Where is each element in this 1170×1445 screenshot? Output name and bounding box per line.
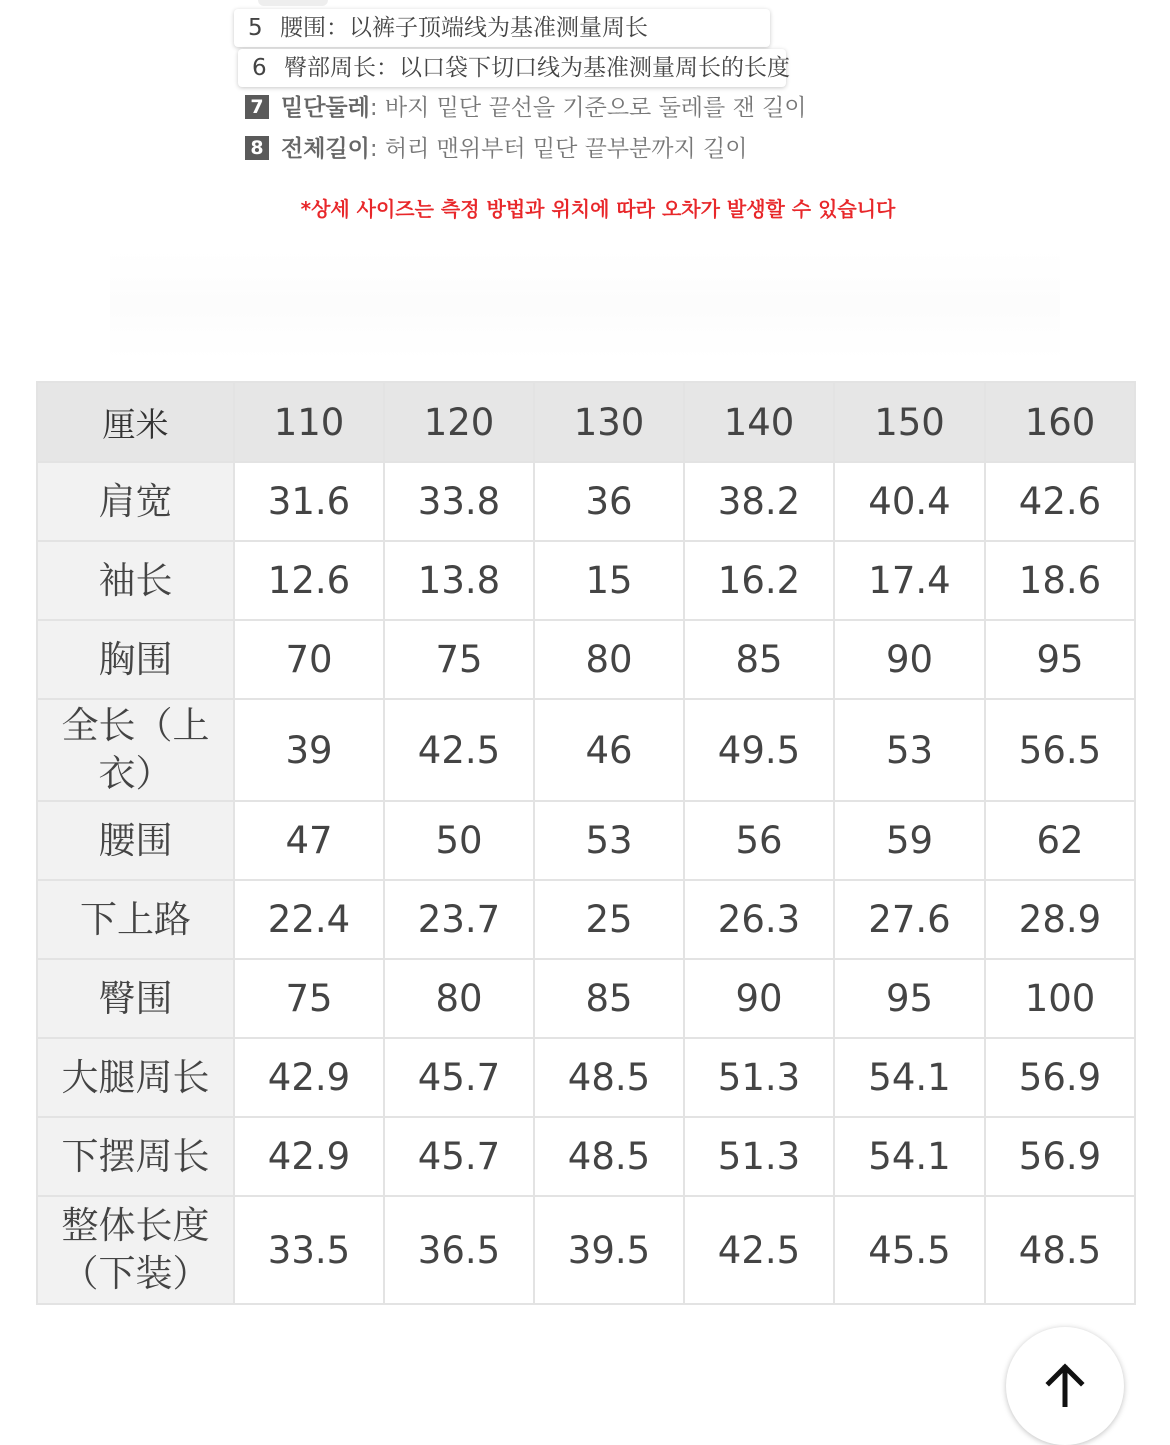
table-cell: 46 <box>534 699 684 801</box>
size-column-header: 120 <box>384 382 534 462</box>
note-text: : 허리 맨위부터 밑단 끝부분까지 길이 <box>369 136 748 162</box>
table-cell: 54.1 <box>834 1117 985 1196</box>
table-cell: 51.3 <box>684 1117 834 1196</box>
table-cell: 15 <box>534 541 684 620</box>
table-cell: 48.5 <box>534 1038 684 1117</box>
note-number-badge: 7 <box>245 95 269 119</box>
table-cell: 45.7 <box>384 1038 534 1117</box>
table-cell: 42.9 <box>234 1038 384 1117</box>
size-chart-table <box>36 381 1136 1305</box>
table-cell: 56 <box>684 801 834 880</box>
table-cell: 95 <box>985 620 1135 699</box>
note-number: 6 <box>252 55 267 81</box>
note-text: 臀部周长：以口袋下切口线为基准测量周长的长度 <box>283 55 790 81</box>
table-cell: 54.1 <box>834 1038 985 1117</box>
table-cell: 90 <box>834 620 985 699</box>
table-cell: 80 <box>384 959 534 1038</box>
unit-label: 厘米 <box>37 382 234 462</box>
table-cell: 26.3 <box>684 880 834 959</box>
note-number-badge: 8 <box>245 136 269 160</box>
note-text: : 바지 밑단 끝선을 기준으로 둘레를 잰 길이 <box>369 95 807 121</box>
table-cell: 13.8 <box>384 541 534 620</box>
table-cell: 48.5 <box>534 1117 684 1196</box>
table-cell: 49.5 <box>684 699 834 801</box>
table-cell: 42.5 <box>684 1196 834 1304</box>
tooltip-remnant <box>258 0 328 6</box>
table-cell: 62 <box>985 801 1135 880</box>
table-cell: 18.6 <box>985 541 1135 620</box>
table-cell: 27.6 <box>834 880 985 959</box>
row-label: 全长（上衣） <box>37 699 234 801</box>
size-column-header: 140 <box>684 382 834 462</box>
table-cell: 90 <box>684 959 834 1038</box>
note-7 <box>245 92 807 124</box>
row-label: 袖长 <box>37 541 234 620</box>
note-8 <box>245 133 747 165</box>
faded-background <box>110 250 1060 360</box>
arrow-up-icon <box>1044 1363 1086 1407</box>
table-cell: 56.9 <box>985 1117 1135 1196</box>
table-cell: 75 <box>384 620 534 699</box>
scroll-to-top-button[interactable] <box>1006 1327 1124 1445</box>
table-cell: 42.5 <box>384 699 534 801</box>
table-cell: 80 <box>534 620 684 699</box>
table-cell: 85 <box>534 959 684 1038</box>
table-row <box>37 959 1135 1038</box>
table-cell: 17.4 <box>834 541 985 620</box>
table-cell: 33.8 <box>384 462 534 541</box>
table-cell: 47 <box>234 801 384 880</box>
table-cell: 36.5 <box>384 1196 534 1304</box>
table-row <box>37 620 1135 699</box>
table-cell: 70 <box>234 620 384 699</box>
table-row <box>37 880 1135 959</box>
table-cell: 39 <box>234 699 384 801</box>
table-cell: 25 <box>534 880 684 959</box>
row-label: 大腿周长 <box>37 1038 234 1117</box>
table-cell: 23.7 <box>384 880 534 959</box>
table-cell: 75 <box>234 959 384 1038</box>
size-column-header: 110 <box>234 382 384 462</box>
table-cell: 45.5 <box>834 1196 985 1304</box>
table-cell: 100 <box>985 959 1135 1038</box>
table-cell: 85 <box>684 620 834 699</box>
table-row <box>37 541 1135 620</box>
table-row <box>37 1117 1135 1196</box>
row-label: 胸围 <box>37 620 234 699</box>
table-cell: 40.4 <box>834 462 985 541</box>
table-cell: 31.6 <box>234 462 384 541</box>
row-label: 腰围 <box>37 801 234 880</box>
table-cell: 38.2 <box>684 462 834 541</box>
table-cell: 42.6 <box>985 462 1135 541</box>
size-disclaimer: *상세 사이즈는 측정 방법과 위치에 따라 오차가 발생할 수 있습니다 <box>300 197 896 221</box>
row-label: 下上路 <box>37 880 234 959</box>
table-cell: 56.5 <box>985 699 1135 801</box>
table-cell: 48.5 <box>985 1196 1135 1304</box>
table-row <box>37 462 1135 541</box>
table-cell: 51.3 <box>684 1038 834 1117</box>
row-label: 整体长度（下装） <box>37 1196 234 1304</box>
row-label: 臀围 <box>37 959 234 1038</box>
size-column-header: 130 <box>534 382 684 462</box>
table-cell: 95 <box>834 959 985 1038</box>
table-cell: 12.6 <box>234 541 384 620</box>
table-cell: 50 <box>384 801 534 880</box>
table-cell: 53 <box>834 699 985 801</box>
table-cell: 53 <box>534 801 684 880</box>
note-term: 전체길이 <box>281 136 370 162</box>
note-text: 腰围：以裤子顶端线为基准测量周长 <box>279 15 648 41</box>
tooltip-note-5 <box>234 9 770 47</box>
table-cell: 36 <box>534 462 684 541</box>
table-cell: 28.9 <box>985 880 1135 959</box>
row-label: 肩宽 <box>37 462 234 541</box>
table-cell: 22.4 <box>234 880 384 959</box>
table-cell: 16.2 <box>684 541 834 620</box>
table-header-row <box>37 382 1135 462</box>
table-cell: 45.7 <box>384 1117 534 1196</box>
table-cell: 42.9 <box>234 1117 384 1196</box>
table-row <box>37 699 1135 801</box>
table-cell: 33.5 <box>234 1196 384 1304</box>
table-row <box>37 801 1135 880</box>
size-column-header: 160 <box>985 382 1135 462</box>
table-cell: 39.5 <box>534 1196 684 1304</box>
note-term: 밑단둘레 <box>281 95 370 121</box>
measurement-notes <box>0 0 1170 240</box>
table-row <box>37 1038 1135 1117</box>
table-cell: 56.9 <box>985 1038 1135 1117</box>
tooltip-note-6 <box>238 49 790 87</box>
size-column-header: 150 <box>834 382 985 462</box>
table-cell: 59 <box>834 801 985 880</box>
table-row <box>37 1196 1135 1304</box>
row-label: 下摆周长 <box>37 1117 234 1196</box>
note-number: 5 <box>248 15 263 41</box>
